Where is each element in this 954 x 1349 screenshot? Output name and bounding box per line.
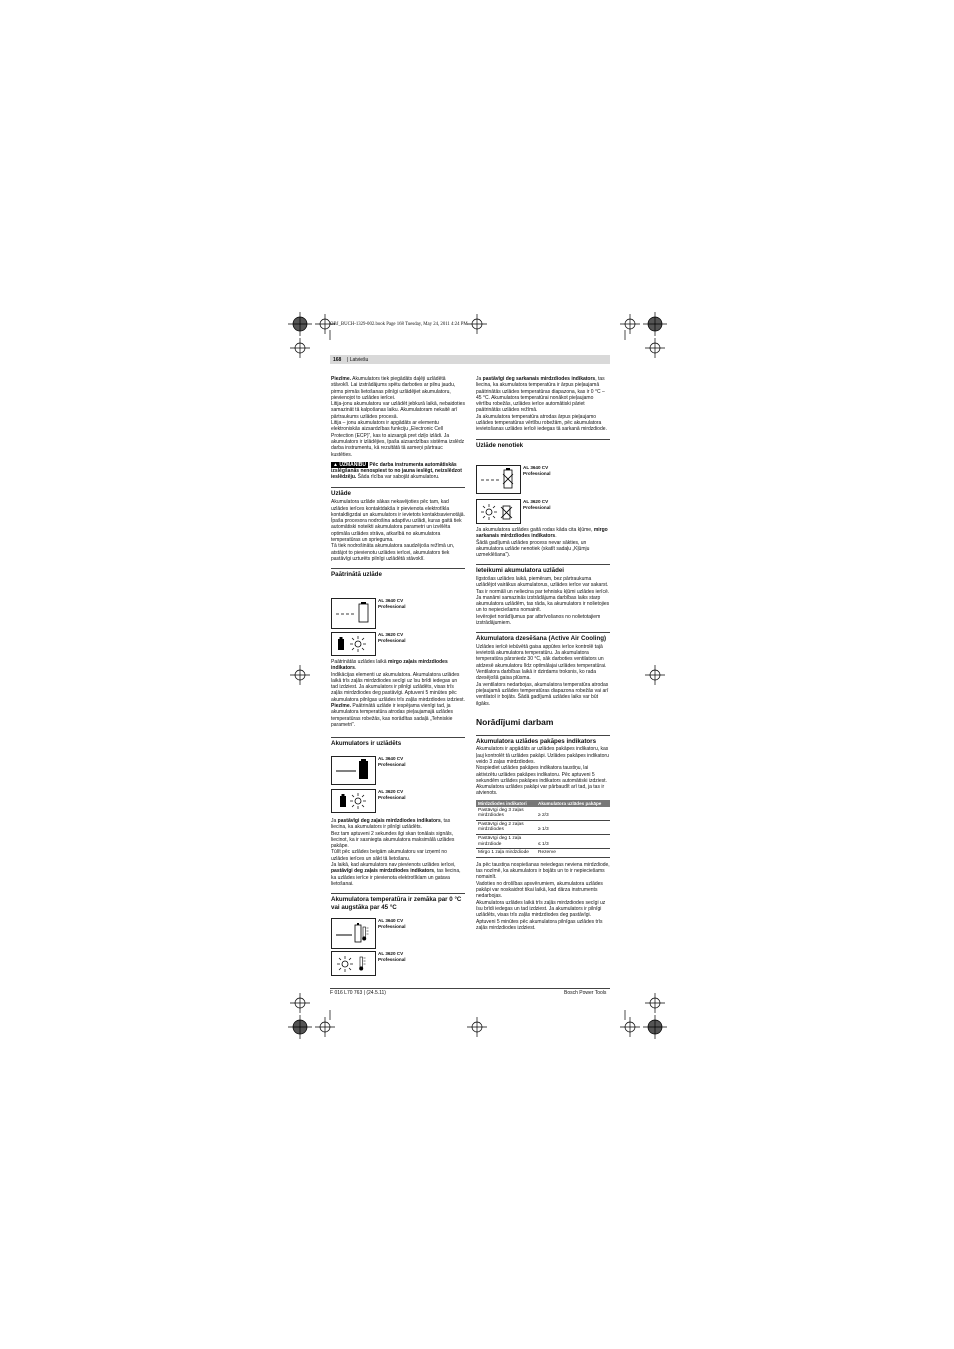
model-label: AL 3640 CV (378, 918, 404, 923)
table-cell: ≥ 1/3 (536, 820, 610, 834)
left-column-2 (331, 659, 465, 748)
paragraph: Ilgstošas uzlādes laikā, piemēram, bez pārtraukuma uzlādējot vairākus akumulatorus, uzlādes ierīce var sakarst. Tas ir normāli un neliecina par tehnisku kļūmi uzlādes ierīcē. (476, 575, 610, 595)
charger-3640-full-icon (331, 756, 376, 785)
section-heading: Akumulatora dzesēšana (Active Air Cooling) (476, 635, 607, 643)
paragraph: Indikācijas elementi uz akumulatora. Akumulatora uzlādes laikā trīs zaļās mirdzdiodes secīgi uz īsu brīdi iedegas un tad izdziest. Ja akumulators ir pilnīgi uzlādēts, visas trīs zaļās mirdzdiodes deg pastāvīgi. Aptuveni 5 minūtes pēc akumulatora pilnīgas uzlādes trīs zaļās mirdzdiodes izdziest. (331, 671, 465, 703)
paragraph: Ja laikā, kad akumulators nav pievienots uzlādes ierīcei, pastāvīgi deg zaļais mirdzdiodes indikators, tas liecina, ka uzlādes ierīce ir pievienota elektrotīklam un gatava lietošanai. (331, 862, 461, 887)
model-label: AL 3620 CV (378, 789, 404, 794)
model-label: AL 3620 CV (378, 632, 404, 637)
page-number: 168 (333, 356, 342, 363)
table-row (476, 849, 610, 858)
section-rule (476, 632, 610, 633)
paragraph: Akumulatora uzlāde sākas nekavējoties pēc tam, kad uzlādes ierīces kontaktdakša ir pievienota elektrotīkla kontaktligzdai un akumulators ir ievietots kontaktsavienotājā. (331, 499, 465, 518)
table-cell: ≤ 1/3 (536, 835, 610, 849)
professional-label: Professional (378, 795, 406, 800)
paragraph: Ja manāmi samazinās izstrādājuma darbības laiks starp akumulatora uzlādēm, tas rāda, ka akumulators ir nolietojies un to nepieciešams nomainīt. (476, 594, 610, 614)
section-heading: Uzlāde (331, 489, 351, 497)
charger-3640-blinking-icon (331, 598, 376, 629)
footer-right: Bosch Power Tools (564, 990, 607, 996)
paragraph: Bez tam aptuveni 2 sekundes ilgi skan tonālais signāls, liecinot, ka ir sasniegta akumulatora maksimālā uzlādes pakāpe. (331, 830, 455, 850)
warning-badge: ▲ UZMANĪBU (333, 461, 367, 468)
professional-label: Professional (378, 638, 406, 643)
section-rule (331, 568, 465, 569)
paragraph: Šādā gadījumā uzlādes process nevar sākties, un akumulatora uzlāde nenotiek (skatīt sadaļu „Kļūmju uzmeklēšana“). (476, 539, 590, 559)
warning-paragraph: ▲ UZMANĪBU Pēc darba instrumenta automātiskās izslēgšanās nenospiest to no jauna ieslēgt, neizslēdzot ieslēdzēju. Šāda rīcība var sabojāt akumulatoru. (331, 461, 462, 481)
paragraph: Akumulatora uzlādes laikā trīs zaļās mirdzdiodes secīgi uz īsu brīdi iedegas un tad izdziest. Ja akumulators ir pilnīgi uzlādēts, visas trīs zaļās mirdzdiodes deg pastāvīgi. Aptuveni 5 minūtes pēc akumulatora pilnīgas uzlādes trīs zaļās mirdzdiodes izdziest. (476, 899, 606, 931)
professional-label: Professional (523, 471, 551, 476)
section-heading: Ieteikumi akumulatora uzlādei (476, 567, 565, 575)
table-row (476, 820, 610, 834)
paragraph: Uzlādes ierīcē iebūvētā gaisa appūtes ierīce kontrolē tajā ievietotā akumulatora temperatūru. Ja akumulatora temperatūra pārsniedz 30 °C, sāk darboties ventilators un atdzesē akumulatoru līdz optimālajai uzlādes temperatūrai. Ventilatora darbības laikā ir dzirdams troksnis, ko rada dzesējošā gaisa plūsma. (476, 643, 607, 682)
model-label: AL 3620 CV (378, 951, 404, 956)
section-rule (331, 893, 465, 894)
paragraph: Litija-jonu akumulatoru var uzlādēt jebkurā laikā, nebaidoties samazināt tā kalpošanas laiku. Akumulatoram nekaitē arī pārtraukums uzlādes procesā. (331, 401, 465, 420)
chapter-heading: Norādījumi darbam (476, 716, 554, 727)
professional-label: Professional (378, 762, 406, 767)
section-rule (476, 439, 610, 440)
page-section: | Latviešu (347, 356, 369, 363)
note-paragraph: Piezīme. Akumulators tiek piegādāts daļēji uzlādētā stāvoklī. Lai izstrādājums spētu darboties ar pilnu jaudu, pirms pirmās lietošanas pilnīgi uzlādējiet akumulatoru, pievienojot to uzlādes ierīcei. (331, 376, 456, 401)
section-rule (331, 737, 465, 738)
page-header-bar (330, 355, 610, 364)
table-cell: Pastāvīgi deg 1 zaļa mirdzdiode (476, 835, 536, 849)
charger-3620-error-icon (476, 499, 521, 524)
section-heading: Akumulators ir uzlādēts (331, 740, 402, 748)
paragraph: Ja pastāvīgi deg sarkanais mirdzdiodes indikators, tas liecina, ka akumulatora temperatūra ir ārpus pieļaujamā paātrinātās uzlādes temperatūras diapazona, kas ir 0 °C – 45 °C. Akumulatora temperatūrai nonākot pieļaujamo vērtību robežās, uzlādes ierīce automātiski pāriet paātrinātās uzlādes režīmā. (476, 376, 605, 414)
paragraph: Tūlīt pēc uzlādes beigām akumulatoru var izņemt no uzlādes ierīces un sākt tā lietošanu. (331, 849, 447, 862)
paragraph: Akumulators ir apgādāts ar uzlādes pakāpes indikatoru, kas ļauj kontrolēt tā uzlādes pakāpi. Uzlādes pakāpes indikatoru veido 3 zaļas mirdzdiodes. (476, 746, 609, 765)
paragraph: Akumulatora uzlādes pakāpi var pārbaudīt arī tad, ja tas ir atvienots. (476, 784, 605, 797)
charger-3620-full-icon (331, 789, 376, 813)
paragraph: Ja pastāvīgi deg zaļais mirdzdiodes indikators, tas liecina, ka akumulators ir pilnīgi uzlādēts. (331, 818, 451, 831)
paragraph: Tā tiek nodrošināta akumulatora saudzējoša režīmā un, atstājot to pievienotu uzlādes ierīcei, akumulators tiek pastāvīgi uzturēts pilnīgi uzlādētā stāvoklī. (331, 543, 455, 562)
professional-label: Professional (378, 604, 406, 609)
paragraph: Litija – jonu akumulators ir apgādāts ar elementu elektroniskās aizsardzības funkciju „Electronic Cell Protection (ECP)“, kas to aizsargā pret dziļo izlādi. Ja akumulators ir izlādējies, īpaša aizsardzības sistēma izslēdz darba instrumentu, kā rezultātā tā asmeņi pārtrauc kustēties. (331, 420, 465, 458)
table-row (476, 807, 610, 821)
charger-3620-blinking-icon (331, 632, 376, 656)
table-header: Akumulatora uzlādes pakāpe (536, 800, 610, 807)
right-column-2 (476, 527, 610, 931)
table-header: Mirdzdiodes indikatori (476, 800, 536, 807)
section-rule (331, 487, 465, 488)
table-cell: Mirgo 1 zaļa mirdzdiode (476, 849, 536, 858)
paragraph: Paātrinātās uzlādes laikā mirgo zaļais mirdzdiodes indikators. (331, 659, 448, 672)
section-heading: Uzlāde nenotiek (476, 441, 524, 449)
table-cell: Pastāvīgi deg 2 zaļas mirdzdiodes (476, 820, 536, 834)
professional-label: Professional (378, 957, 406, 962)
right-column (476, 376, 610, 449)
paragraph: Ja pēc taustiņa nospiešanas neiedegas neviena mirdzdiode, tas nozīmē, ka akumulators ir bojāts un to ir nepieciešams nomainīt. (476, 861, 610, 881)
table-cell: Rezerve (536, 849, 610, 858)
left-column-3 (331, 818, 465, 911)
model-label: AL 3640 CV (378, 598, 404, 603)
warning-triangle-icon: ▲ (333, 461, 338, 468)
footer-rule (330, 988, 610, 989)
table-header-row (476, 800, 610, 807)
section-heading: Akumulatora temperatūra ir zemāka par 0 °C vai augstāka par 45 °C (331, 896, 462, 911)
model-label: AL 3640 CV (523, 465, 549, 470)
model-label: AL 3640 CV (378, 756, 404, 761)
paragraph: Ja ventilators nedarbojas, akumulatora temperatūra atrodas pieļaujamā uzlādes temperatūras diapazona robežās vai arī ventilatoī ir bojāts. Šādā gadījumā uzlādes laiks var būt ilgāks. (476, 681, 609, 707)
table-cell: ≥ 2/3 (536, 807, 610, 821)
paragraph: Īpaša procesora nodrošina adaptīvu uzlādi, kuras gaitā tiek automātiski noteikti akumulatora parametri un izvēlēta optimāla uzlādes strāva, atkarībā no akumulatora temperatūras un sprieguma. (331, 518, 462, 544)
table-row (476, 835, 610, 849)
charger-3620-temp-icon (331, 951, 376, 976)
section-heading: Akumulatora uzlādes pakāpes indikators (476, 737, 597, 745)
charger-3640-temp-icon (331, 918, 376, 949)
professional-label: Professional (523, 505, 551, 510)
paragraph: Ja akumulatora temperatūra atrodas ārpus pieļaujamo uzlādes temperatūras vērtību robežām, pēc akumulatora ievietošanas uzlādes ierīcē iedegas tā sarkanā mirdzdiode. (476, 413, 607, 433)
paragraph: Nospiediet uzlādes pakāpes indikatora taustiņu, lai aktivizētu uzlādes pakāpes indikatoru. Pēc aptuveni 5 sekundēm uzlādes pakāpes indikators automātiski izdziest. (476, 765, 607, 784)
section-rule (476, 564, 610, 565)
charger-3640-error-icon (476, 465, 521, 494)
print-header: OBJ_BUCH-1329-002.book Page 168 Tuesday, May 24, 2011 4:24 PM (330, 322, 468, 327)
model-label: AL 3620 CV (523, 499, 549, 504)
section-heading: Paātrinātā uzlāde (331, 571, 382, 579)
left-column (331, 376, 465, 579)
footer-left: F 016 L70 763 | (24.5.11) (330, 990, 386, 996)
note-paragraph: Piezīme. Paātrinātā uzlāde ir iespējama vienīgi tad, ja akumulatora temperatūra atrodas pieļaujamajā uzlādes temperatūras robežās, kas norādītas sadaļā „Tehniskie parametri“. (331, 703, 454, 728)
paragraph: Ievērojiet norādījumus par atbrīvošanos no nolietotajiem izstrādājumiem. (476, 613, 601, 627)
professional-label: Professional (378, 924, 406, 929)
paragraph: Ja akumulatora uzlādes gaitā rodas kāda cita kļūme, mirgo sarkanais mirdzdiodes indikators. (476, 527, 608, 540)
table-cell: Pastāvīgi deg 3 zaļas mirdzdiodes (476, 807, 536, 821)
charge-level-table (476, 800, 610, 858)
paragraph: Vadoties no drošības apsvērumiem, akumulatora uzlādes pakāpi var noskaidrot tikai laikā, kad dārza instruments nedarbojas. (476, 880, 603, 900)
section-rule (476, 735, 610, 736)
